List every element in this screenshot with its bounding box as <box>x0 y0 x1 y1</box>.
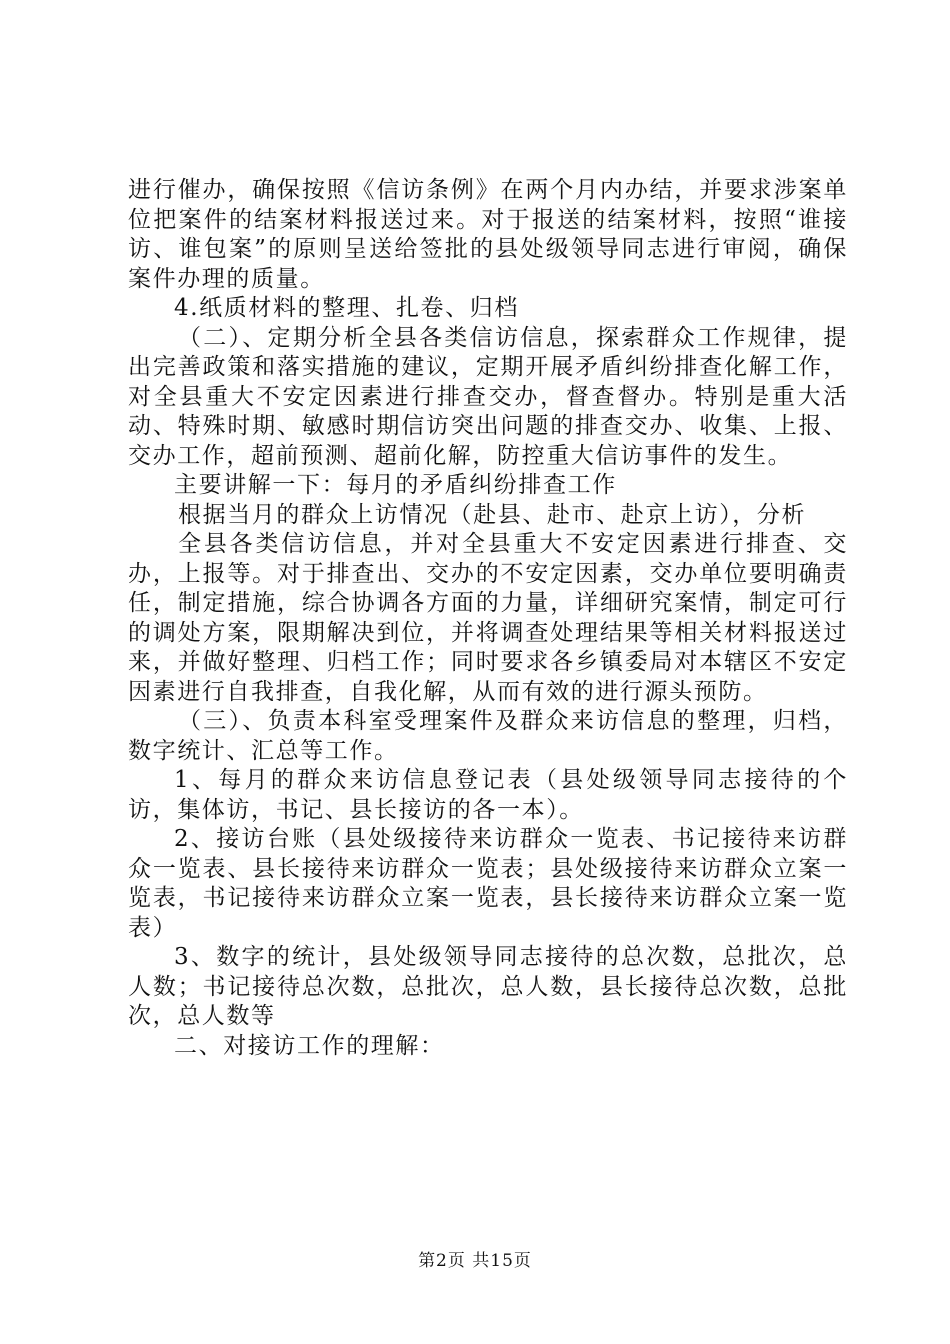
paragraph-county-info: 全县各类信访信息，并对全县重大不安定因素进行排查、交办，上报等。对于排查出、交办的不安定因素，交办单位要明确责任，制定措施，综合协调各方面的力量，详细研究案情，制定可行的调处方案，限期解决到位，并将调查处理结果等相关材料报送过来，并做好整理、归档工作；同时要求各乡镇委局对本辖区不安定因素进行自我排查，自我化解，从而有效的进行源头预防。 <box>128 531 848 705</box>
page-footer: 第2页 共15页 <box>418 1251 532 1271</box>
paragraph-list-3: 3、数字的统计，县处级领导同志接待的总次数，总批次，总人数；书记接待总次数，总批次，总人数，县长接待总次数，总批次，总人数等 <box>128 944 848 1029</box>
paragraph-heading-2: 二、对接访工作的理解： <box>174 1032 445 1059</box>
body-text <box>128 176 848 1061</box>
paragraph-continuation: 进行催办，确保按照《信访条例》在两个月内办结，并要求涉案单位把案件的结案材料报送过来。对于报送的结案材料，按照“谁接访、谁包案”的原则呈送给签批的县处级领导同志进行审阅，确保案件办理的质量。 <box>128 177 848 292</box>
paragraph-list-1: 1、每月的群众来访信息登记表（县处级领导同志接待的个访，集体访，书记、县长接访的各一本）。 <box>128 767 848 823</box>
paragraph-section-2: （二）、定期分析全县各类信访信息，探索群众工作规律，提出完善政策和落实措施的建议，定期开展矛盾纠纷排查化解工作，对全县重大不安定因素进行排查交办，督查督办。特别是重大活动、特殊时期、敏感时期信访突出问题的排查交办、收集、上报、交办工作，超前预测、超前化解，防控重大信访事件的发生。 <box>128 324 848 469</box>
paragraph-list-2: 2、接访台账（县处级接待来访群众一览表、书记接待来访群众一览表、县长接待来访群众一览表；县处级接待来访群众立案一览表，书记接待来访群众立案一览表，县长接待来访群众立案一览表） <box>128 826 848 941</box>
paragraph-monthly-basis: 根据当月的群众上访情况（赴县、赴市、赴京上访），分析 <box>178 501 807 528</box>
paragraph-item-4: 4.纸质材料的整理、扎卷、归档 <box>174 295 519 321</box>
paragraph-main-explanation: 主要讲解一下：每月的矛盾纠纷排查工作 <box>174 472 617 498</box>
paragraph-section-3: （三）、负责本科室受理案件及群众来访信息的整理，归档，数字统计、汇总等工作。 <box>128 708 848 764</box>
